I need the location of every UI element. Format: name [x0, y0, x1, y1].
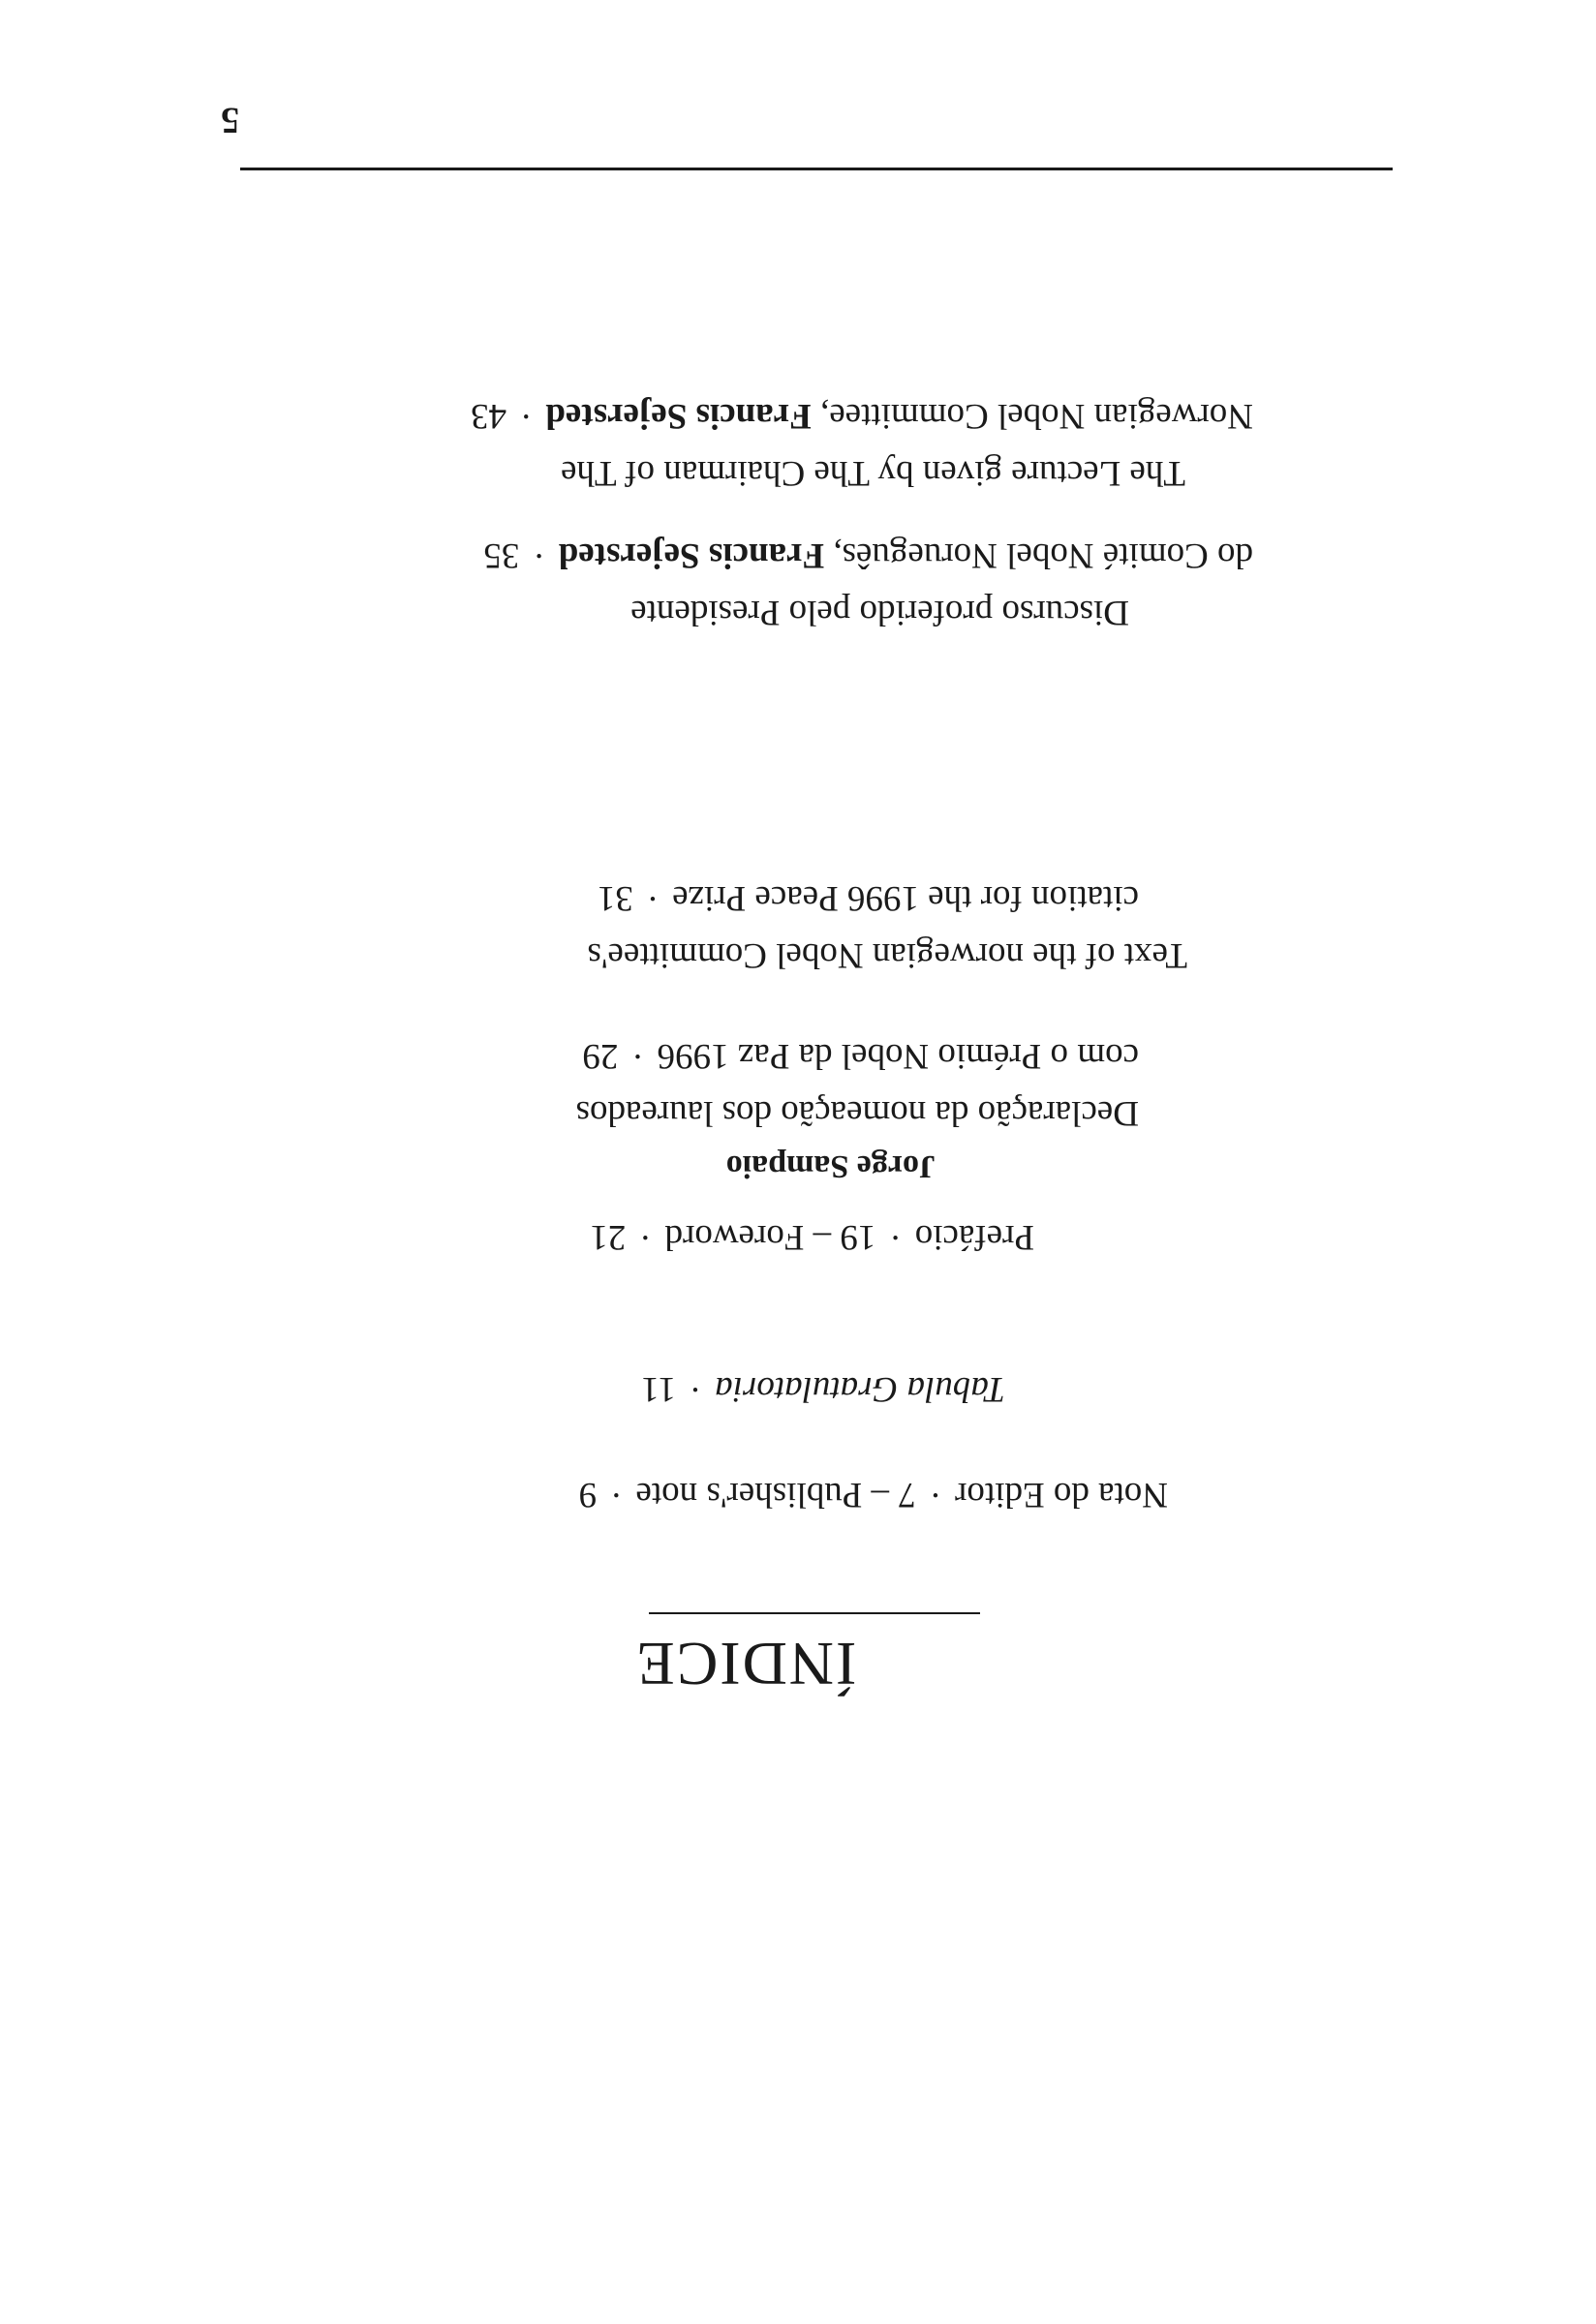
- toc-page-number: 31: [597, 878, 633, 918]
- toc-page-number: 29: [582, 1036, 619, 1076]
- toc-entry-label: Prefácio: [914, 1217, 1034, 1257]
- toc-entry-declaracao-line2[interactable]: [582, 1038, 1139, 1074]
- toc-page-number: 21: [590, 1217, 627, 1257]
- toc-entry-citation-line1[interactable]: Text of the norwegian Nobel Committee's: [587, 935, 1187, 975]
- toc-page-number: 9: [578, 1475, 598, 1514]
- index-title-text: ÍNDICE: [634, 1630, 857, 1698]
- speaker-name: Francis Sejersted: [558, 535, 825, 575]
- separator-dot: ·: [631, 1036, 644, 1076]
- separator-dot: ·: [610, 1475, 623, 1514]
- toc-page-number: 43: [471, 396, 507, 436]
- toc-entry-label: Norwegian Nobel Committee,: [820, 396, 1253, 436]
- separator-dot: ·: [639, 1217, 652, 1257]
- toc-entry-discurso-line1[interactable]: Discurso proferido pelo Presidente: [630, 593, 1129, 632]
- page-number: 5: [221, 100, 239, 140]
- separator-dot: ·: [520, 396, 533, 436]
- toc-entry-nota-do-editor[interactable]: [579, 1477, 1168, 1513]
- toc-entry-label: Nota do Editor: [955, 1475, 1168, 1514]
- dash-separator: –: [813, 1217, 832, 1257]
- toc-page-number: 11: [641, 1369, 676, 1409]
- author-name: Jorge Sampaio: [725, 1148, 936, 1184]
- toc-entry-prefacio[interactable]: [590, 1219, 1034, 1255]
- speaker-name: Francis Sejersted: [545, 396, 812, 436]
- toc-entry-lecture-line2[interactable]: [471, 398, 1253, 434]
- toc-entry-citation-line2[interactable]: [598, 880, 1139, 916]
- dash-separator: –: [871, 1475, 890, 1514]
- separator-dot: ·: [889, 1217, 902, 1257]
- toc-entry-label: citation for the 1996 Peace Prize: [672, 878, 1139, 918]
- toc-entry-declaracao-line1[interactable]: Declaração da nomeação dos laureados: [575, 1093, 1139, 1133]
- separator-dot: ·: [646, 878, 660, 918]
- toc-entry-discurso-line2[interactable]: [483, 537, 1253, 573]
- separator-dot: ·: [689, 1369, 702, 1409]
- toc-entry-label: Publisher's note: [635, 1475, 863, 1514]
- toc-entry-lecture-line1[interactable]: The Lecture given by The Chairman of The: [561, 453, 1185, 493]
- toc-entry-label: Foreword: [664, 1217, 805, 1257]
- separator-dot: ·: [929, 1475, 942, 1514]
- toc-entry-label: Tabula Gratulatoria: [715, 1369, 1005, 1409]
- toc-page-number: 19: [840, 1217, 876, 1257]
- toc-entry-label: do Comité Nobel Norueguês,: [833, 535, 1253, 575]
- toc-page-number: 7: [898, 1475, 916, 1514]
- separator-dot: ·: [533, 535, 545, 575]
- toc-entry-label: com o Prémio Nobel da Paz 1996: [657, 1036, 1139, 1076]
- toc-entry-tabula-gratulatoria[interactable]: [641, 1371, 1005, 1407]
- toc-page-number: 35: [483, 535, 520, 575]
